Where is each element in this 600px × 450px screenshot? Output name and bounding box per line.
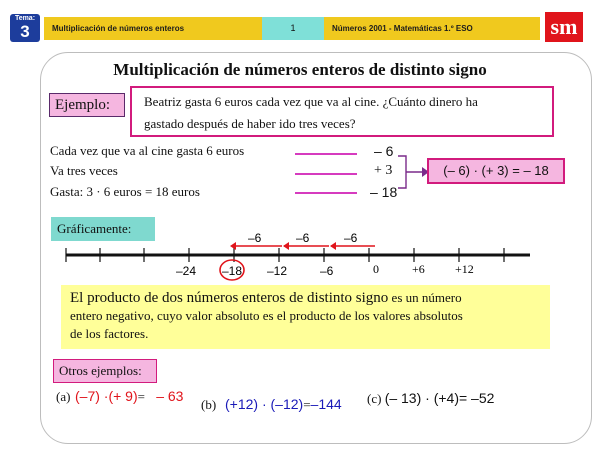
other-examples-label: Otros ejemplos: <box>53 359 157 383</box>
jump-label-2: –6 <box>296 231 310 245</box>
header-book: Números 2001 - Matemáticas 1.º ESO <box>324 17 540 40</box>
conclusion-line-3: de los factores. <box>70 326 149 341</box>
step-1-text: Cada vez que va al cine gasta 6 euros <box>50 143 245 158</box>
example-b <box>225 396 342 413</box>
conclusion-line-2: entero negativo, cuyo valor absoluto es el producto de los valores absolutos <box>70 308 463 323</box>
tick-label: +6 <box>412 262 425 276</box>
jump-label-1: –6 <box>248 231 262 245</box>
graph-label: Gráficamente: <box>51 217 155 241</box>
step-3-text: Gasta: 3 · 6 euros = 18 euros <box>50 184 200 199</box>
header-page-number: 1 <box>262 17 324 40</box>
step-1-rule <box>295 153 357 155</box>
publisher-logo: sm <box>545 12 583 42</box>
step-2-text: Va tres veces <box>50 163 118 178</box>
example-c <box>367 390 494 407</box>
step-3-rule <box>295 192 357 194</box>
conclusion-box <box>61 285 550 349</box>
example-b-result: –144 <box>310 396 342 412</box>
step-3-value: – 18 <box>370 184 398 200</box>
jump-label-3: –6 <box>344 231 358 245</box>
example-b-expression: (+12) · (–12) <box>225 396 304 412</box>
page-title: Multiplicación de números enteros de distinto signo <box>113 60 487 79</box>
step-1-value: – 6 <box>374 143 394 159</box>
example-a-result: – 63 <box>156 388 184 404</box>
tick-label: –18 <box>222 264 243 278</box>
example-c-expression: (– 13) · (+4)= –52 <box>384 390 495 406</box>
problem-box <box>130 86 554 137</box>
tick-label: –12 <box>267 264 288 278</box>
example-b-label: (b) <box>201 397 217 412</box>
conclusion-text: es un número <box>388 290 462 305</box>
tema-label: Tema: <box>14 15 36 22</box>
example-b-equals: = <box>303 397 311 412</box>
example-a-label: (a) <box>56 389 71 404</box>
example-label: Ejemplo: <box>49 93 125 117</box>
tick-label: 0 <box>373 262 379 276</box>
example-a-expression: (–7) ·(+ 9) <box>75 388 138 404</box>
header-bar <box>0 0 600 48</box>
step-2-rule <box>295 173 357 175</box>
bracket-arrow-icon <box>396 150 430 196</box>
tick-label: –24 <box>176 264 197 278</box>
step-2-value: + 3 <box>374 163 393 178</box>
tema-number: 3 <box>20 22 30 41</box>
example-a-equals: = <box>137 389 145 404</box>
tick-label: +12 <box>455 262 474 276</box>
header-title: Multiplicación de números enteros <box>44 17 262 40</box>
problem-line-1: Beatriz gasta 6 euros cada vez que va al cine. ¿Cuánto dinero ha <box>144 94 478 109</box>
conclusion-highlight: El producto de dos números enteros de distinto signo <box>70 290 389 306</box>
tema-badge <box>10 14 40 42</box>
example-c-label: (c) <box>367 391 382 406</box>
tick-label: –6 <box>320 264 334 278</box>
equation-box: (– 6) · (+ 3) = – 18 <box>427 158 565 184</box>
problem-line-2: gastado después de haber ido tres veces? <box>144 116 356 131</box>
example-a <box>75 388 183 405</box>
